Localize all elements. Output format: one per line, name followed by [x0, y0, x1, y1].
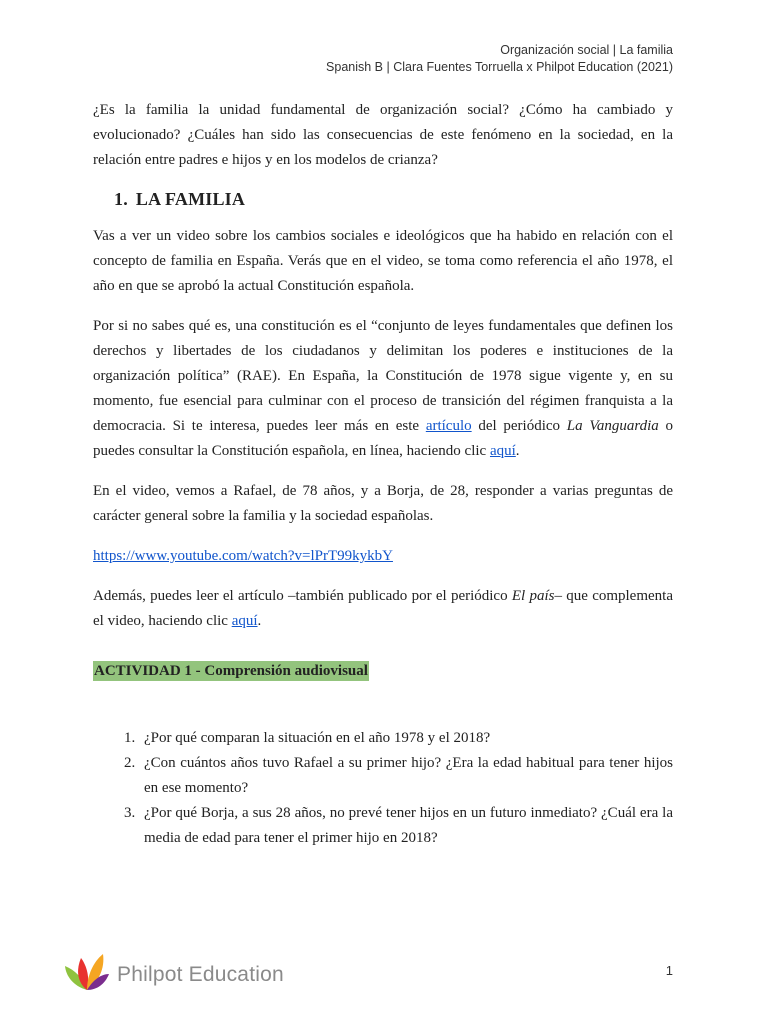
constitution-link[interactable]: aquí: [489, 443, 516, 459]
paragraph-text: del periódico: [471, 418, 567, 434]
paragraph-text: .: [257, 613, 262, 629]
document-body: [93, 98, 673, 851]
intro-paragraph: ¿Es la familia la unidad fundamental de organización social? ¿Cómo ha cambiado y evolucionado? ¿Cuáles han sido las consecuencias de este fenómeno en la sociedad, en la relación entre padres e hijos y en los modelos de crianza?: [93, 102, 673, 168]
articulo-link[interactable]: artículo: [425, 418, 472, 434]
activity-heading: ACTIVIDAD 1 - Comprensión audiovisual: [94, 663, 368, 679]
page-header: [326, 42, 673, 76]
paragraph-article: [93, 584, 673, 634]
section-number: 1.: [114, 189, 128, 209]
newspaper-name: La Vanguardia: [566, 418, 659, 434]
newspaper-name: El país: [511, 588, 555, 604]
question-item: 3. ¿Por qué Borja, a sus 28 años, no prevé tener hijos en un futuro inmediato? ¿Cuál era la media de edad para tener el primer hijo en 2018?: [139, 801, 673, 851]
paragraph-video-intro: Vas a ver un video sobre los cambios sociales e ideológicos que ha habido en relación con el concepto de familia en España. Verás que en el video, se toma como referencia el año 1978, el año en que se aprobó la actual Constitución española.: [93, 228, 673, 294]
section-title: LA FAMILIA: [135, 189, 246, 209]
question-list: [93, 726, 673, 851]
youtube-link[interactable]: https://www.youtube.com/watch?v=lPrT99kykbY: [93, 548, 393, 564]
video-link-paragraph: [93, 544, 673, 569]
paragraph-text: Además, puedes leer el artículo –también publicado por el periódico: [93, 588, 512, 604]
paragraph-text: – que complementa el video, haciendo clic: [93, 588, 673, 629]
paragraph-video-description: En el video, vemos a Rafael, de 78 años, y a Borja, de 28, responder a varias preguntas de carácter general sobre la familia y la sociedad españolas.: [93, 483, 673, 524]
article-link[interactable]: aquí: [231, 613, 258, 629]
header-title: Organización social | La familia: [500, 43, 673, 57]
section-heading: [93, 187, 673, 211]
footer-brand: [63, 952, 284, 997]
question-item: 2. ¿Con cuántos años tuvo Rafael a su primer hijo? ¿Era la edad habitual para tener hijos en ese momento?: [139, 751, 673, 801]
leaf-logo-icon: [63, 952, 111, 997]
brand-name: Philpot Education: [117, 962, 284, 986]
paragraph-text: .: [515, 443, 520, 459]
paragraph-constitution: [93, 314, 673, 464]
paragraph-text: Por si no sabes qué es, una constitución es el “conjunto de leyes fundamentales que definen los derechos y libertades de los ciudadanos y delimitan los poderes e instituciones de la organización política” (RAE). En España, la Constitución de 1978 sigue vigente y, en su momento, fue esencial para culminar con el proceso de transición del régimen franquista a la democracia. Si te interesa, puedes leer más en este: [93, 318, 673, 434]
paragraph-text: o puedes consultar la Constitución española, en línea, haciendo clic: [93, 418, 673, 459]
page-number: 1: [665, 963, 673, 978]
header-subtitle: Spanish B | Clara Fuentes Torruella x Philpot Education (2021): [326, 60, 673, 74]
question-item: 1. ¿Por qué comparan la situación en el año 1978 y el 2018?: [139, 726, 673, 751]
